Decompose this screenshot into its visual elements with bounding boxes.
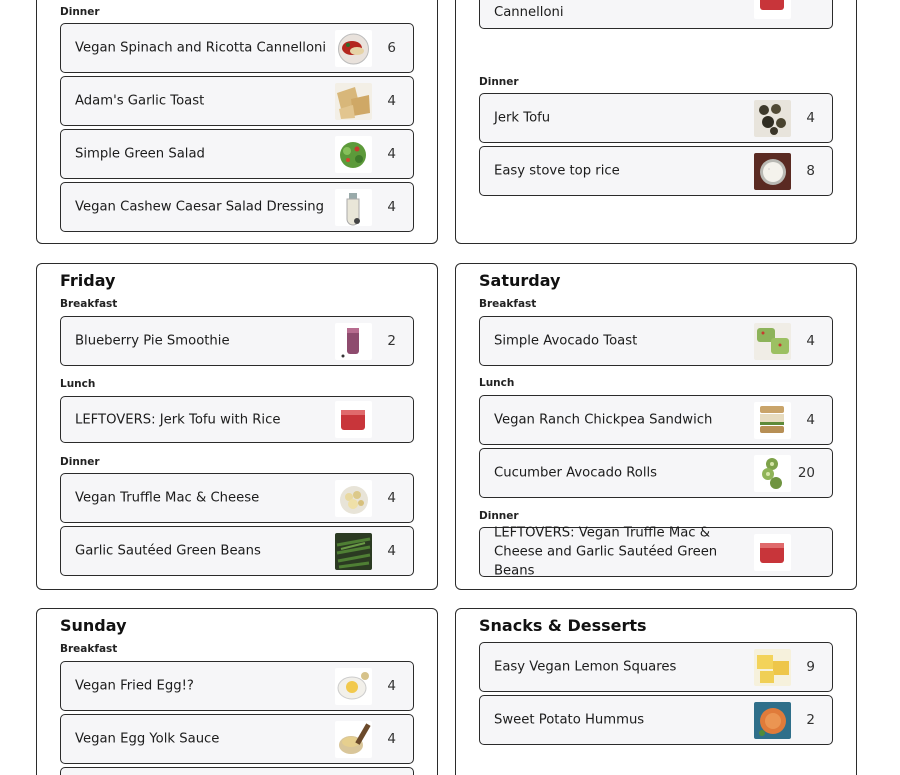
hummus-photo-icon (754, 702, 791, 739)
recipe-name: LEFTOVERS: Vegan Truffle Mac & Cheese and Garlic Sautéed Green Beans (494, 525, 718, 579)
day-card-previous (455, 0, 857, 244)
caesar-dressing-photo-icon (335, 189, 372, 226)
meal-label-dinner: Dinner (60, 456, 100, 468)
recipe-item[interactable] (479, 695, 833, 745)
servings-count: 4 (806, 333, 815, 349)
servings-count: 6 (387, 40, 396, 56)
servings-count: 8 (806, 163, 815, 179)
servings-count: 4 (387, 678, 396, 694)
meal-label-lunch: Lunch (60, 378, 96, 390)
recipe-item[interactable] (60, 767, 414, 775)
recipe-item[interactable] (479, 0, 833, 29)
meal-label-lunch: Lunch (479, 377, 515, 389)
green-salad-photo-icon (335, 136, 372, 173)
meal-label-breakfast: Breakfast (60, 298, 118, 310)
meal-label-breakfast: Breakfast (60, 643, 118, 655)
meal-label-dinner: Dinner (60, 6, 100, 18)
recipe-name: Vegan Cashew Caesar Salad Dressing (75, 199, 324, 215)
recipe-name: Easy Vegan Lemon Squares (494, 659, 677, 675)
smoothie-photo-icon (335, 323, 372, 360)
servings-count: 9 (806, 659, 815, 675)
servings-count: 20 (797, 465, 815, 481)
meal-label-breakfast: Breakfast (479, 298, 537, 310)
servings-count: 4 (387, 731, 396, 747)
snacks-desserts-card (455, 608, 857, 775)
leftovers-container-photo-icon (754, 0, 791, 19)
recipe-name: Vegan Egg Yolk Sauce (75, 731, 220, 747)
recipe-item[interactable] (60, 661, 414, 711)
jerk-tofu-photo-icon (754, 100, 791, 137)
recipe-name: Adam's Garlic Toast (75, 93, 205, 109)
garlic-toast-photo-icon (335, 83, 372, 120)
recipe-name: Vegan Spinach and Ricotta Cannelloni (75, 40, 327, 56)
yolk-sauce-photo-icon (335, 721, 372, 758)
mac-cheese-photo-icon (335, 480, 372, 517)
cucumber-rolls-photo-icon (754, 455, 791, 492)
recipe-name: Simple Avocado Toast (494, 333, 638, 349)
day-card-thursday (36, 0, 438, 244)
recipe-item[interactable] (479, 93, 833, 143)
recipe-name: Vegan Ranch Chickpea Sandwich (494, 412, 713, 428)
recipe-name: Cucumber Avocado Rolls (494, 465, 658, 481)
leftovers-container-photo-icon (335, 401, 372, 438)
rice-photo-icon (754, 153, 791, 190)
servings-count: 4 (806, 412, 815, 428)
recipe-item[interactable] (60, 129, 414, 179)
recipe-item[interactable] (479, 642, 833, 692)
servings-count: 4 (387, 543, 396, 559)
recipe-name: Vegan Fried Egg!? (75, 678, 194, 694)
servings-count: 4 (387, 199, 396, 215)
recipe-name: Easy stove top rice (494, 163, 620, 179)
recipe-item[interactable] (60, 316, 414, 366)
recipe-item[interactable] (479, 316, 833, 366)
meal-label-dinner: Dinner (479, 76, 519, 88)
servings-count: 2 (387, 333, 396, 349)
recipe-item[interactable] (479, 448, 833, 498)
recipe-name: Garlic Sautéed Green Beans (75, 543, 261, 559)
servings-count: 2 (806, 712, 815, 728)
servings-count: 4 (806, 110, 815, 126)
servings-count: 4 (387, 146, 396, 162)
recipe-name: Simple Green Salad (75, 146, 205, 162)
recipe-item[interactable] (60, 526, 414, 576)
day-title: Sunday (60, 616, 127, 635)
recipe-name: Blueberry Pie Smoothie (75, 333, 230, 349)
day-card-sunday (36, 608, 438, 775)
recipe-item[interactable] (60, 714, 414, 764)
recipe-item[interactable] (479, 395, 833, 445)
recipe-item[interactable] (60, 473, 414, 523)
recipe-item[interactable] (479, 146, 833, 196)
recipe-name: Vegan Truffle Mac & Cheese (75, 490, 260, 506)
recipe-name: Sweet Potato Hummus (494, 712, 645, 728)
recipe-item[interactable] (60, 182, 414, 232)
day-card-friday (36, 263, 438, 590)
day-title: Friday (60, 271, 116, 290)
cannelloni-photo-icon (335, 30, 372, 67)
servings-count: 4 (387, 490, 396, 506)
meal-label-dinner: Dinner (479, 510, 519, 522)
chickpea-sandwich-photo-icon (754, 402, 791, 439)
recipe-name: Cannelloni (494, 5, 564, 20)
servings-count: 4 (387, 93, 396, 109)
fried-egg-photo-icon (335, 668, 372, 705)
green-beans-photo-icon (335, 533, 372, 570)
section-title: Snacks & Desserts (479, 616, 647, 635)
recipe-name: Jerk Tofu (494, 110, 551, 126)
recipe-item[interactable] (60, 23, 414, 73)
recipe-item[interactable] (60, 76, 414, 126)
avocado-toast-photo-icon (754, 323, 791, 360)
recipe-item[interactable] (60, 396, 414, 443)
lemon-squares-photo-icon (754, 649, 791, 686)
recipe-item[interactable] (479, 527, 833, 577)
leftovers-container-photo-icon (754, 534, 791, 571)
recipe-name: LEFTOVERS: Jerk Tofu with Rice (75, 412, 281, 427)
day-title: Saturday (479, 271, 561, 290)
day-card-saturday (455, 263, 857, 590)
